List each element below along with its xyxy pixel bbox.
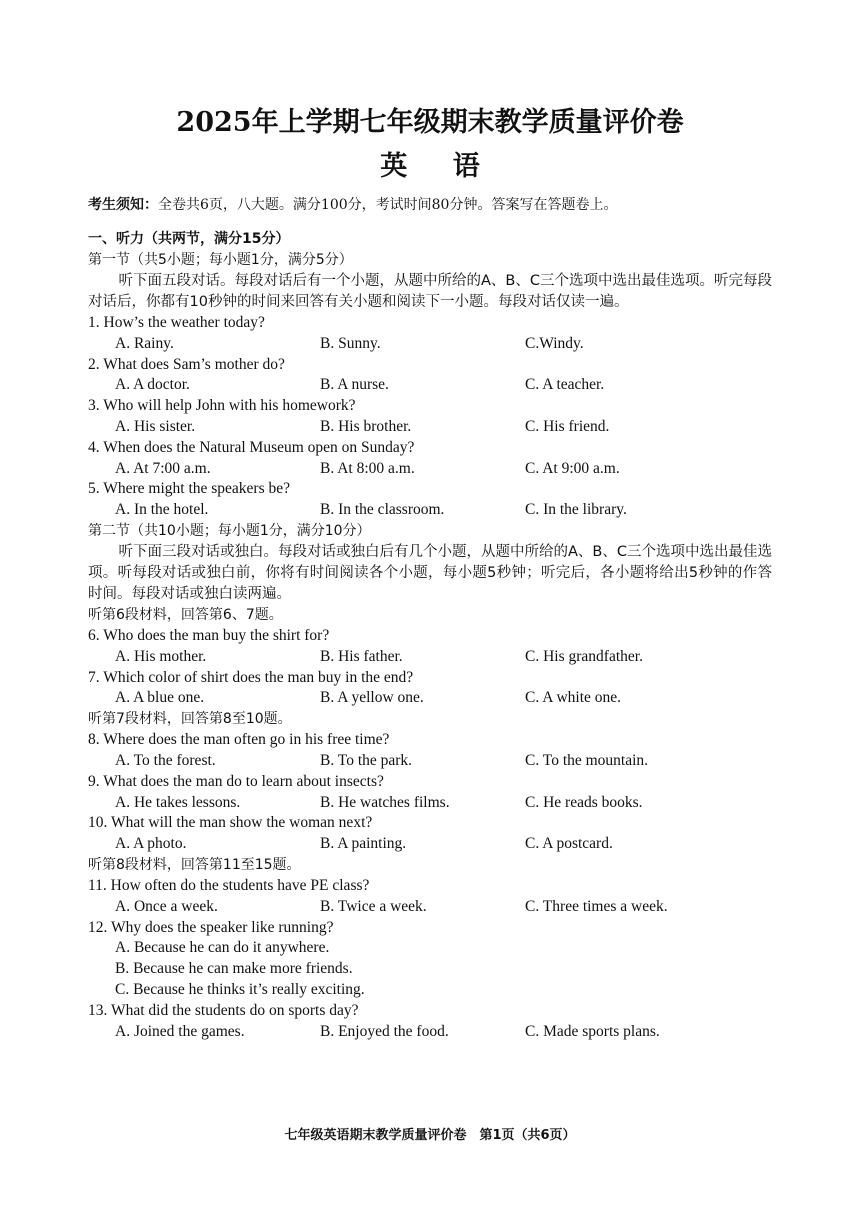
option-c: C. His friend. [525,417,610,435]
question-9 [88,772,772,814]
question-4 [88,438,772,480]
option-c: C. A white one. [525,689,622,707]
question-2 [88,355,772,397]
option-b: B. He watches films. [320,793,450,811]
option-a: A. He takes lessons. [115,793,241,811]
option-b: B. To the park. [320,751,413,769]
option-b: B. In the classroom. [320,501,445,519]
exam-notice [88,193,772,217]
question-13 [88,1001,772,1043]
section1-heading: 第一节（共5小题；每小题1分，满分5分） [88,252,353,268]
question-text: 11. How often do the students have PE class? [88,876,370,894]
option-a: A. His sister. [115,417,196,435]
options-row [88,334,772,355]
question-10 [88,813,772,855]
option-c: C. To the mountain. [525,751,649,769]
option-c: C. In the library. [525,501,627,519]
option-c: C. His grandfather. [525,647,643,665]
question-text: 6. Who does the man buy the shirt for? [88,626,330,644]
question-text: 13. What did the students do on sports day? [88,1001,359,1019]
option-a: A. A photo. [115,835,187,853]
options-row [88,751,772,772]
option-c: C. Because he thinks it’s really exciting. [115,980,365,998]
options-row [88,375,772,396]
section2-heading: 第二节（共10小题；每小题1分，满分10分） [88,522,371,539]
section2-instruction: 听下面三段对话或独白。每段对话或独白后有几个小题，从题中所给的A、B、C三个选项中选出最佳选项。听每段对话或独白前，你将有时间阅读各个小题，每小题5秒钟；听完后，各小题将给出5秒钟的作答时间。每段对话或独白读两遍。 [88,543,772,602]
question-text: 5. Where might the speakers be? [88,480,290,498]
options-row [88,647,772,668]
option-b: B. A yellow one. [320,689,424,707]
question-text: 8. Where does the man often go in his free time? [88,731,390,749]
option-a: A. A blue one. [115,689,205,707]
material-8-label: 听第8段材料，回答第11至15题。 [88,856,301,873]
option-c: C.Windy. [525,334,584,352]
exam-body [88,193,772,1042]
part1-heading: 一、听力（共两节，满分15分） [88,231,290,247]
notice-label: 考生须知： [88,197,158,213]
subject-title: 英 语 [380,151,498,182]
option-c: C. He reads books. [525,793,643,811]
question-11 [88,876,772,918]
option-a: A. Once a week. [115,897,218,915]
exam-title: 2025年上学期七年级期末教学质量评价卷 [176,107,684,138]
question-5 [88,479,772,521]
question-12 [88,918,772,1001]
option-b: B. At 8:00 a.m. [320,459,415,477]
options-row [88,688,772,709]
option-a: A. Because he can do it anywhere. [115,939,330,957]
option-a: A. A doctor. [115,376,190,394]
option-b: B. His father. [320,647,403,665]
option-b: B. Sunny. [320,334,381,352]
option-b: B. His brother. [320,417,412,435]
option-a: A. Rainy. [115,334,174,352]
option-b: B. A nurse. [320,376,389,394]
options-row [88,897,772,918]
option-a: A. Joined the games. [115,1022,245,1040]
material-7-label: 听第7段材料，回答第8至10题。 [88,711,292,728]
question-text: 4. When does the Natural Museum open on Sunday? [88,438,415,456]
question-text: 2. What does Sam’s mother do? [88,355,285,373]
option-c: C. A postcard. [525,835,613,853]
option-b: B. Twice a week. [320,897,427,915]
question-text: 1. How’s the weather today? [88,314,265,331]
question-7 [88,668,772,710]
material-6-label: 听第6段材料，回答第6、7题。 [88,606,283,623]
options-row [88,500,772,521]
notice-text: 全卷共6页，八大题。满分100分，考试时间80分钟。答案写在答题卷上。 [158,197,618,213]
option-a: A. His mother. [115,647,207,665]
option-a: A. To the forest. [115,751,216,769]
options-row [88,459,772,480]
option-c: C. Made sports plans. [525,1022,660,1040]
options-row [88,834,772,855]
question-text: 7. Which color of shirt does the man buy in the end? [88,668,414,686]
question-text: 10. What will the man show the woman next? [88,814,373,832]
question-6 [88,626,772,668]
option-a: A. In the hotel. [115,501,209,519]
option-b: B. Enjoyed the food. [320,1022,449,1040]
option-a: A. At 7:00 a.m. [115,459,211,477]
option-c: C. At 9:00 a.m. [525,459,620,477]
question-1 [88,313,772,355]
option-c: C. Three times a week. [525,897,668,915]
option-b: B. Because he can make more friends. [115,960,353,978]
question-8 [88,730,772,772]
page-footer: 七年级英语期末教学质量评价卷 第1页（共6页） [284,1128,576,1143]
options-row [88,1022,772,1043]
option-c: C. A teacher. [525,376,605,394]
question-text: 12. Why does the speaker like running? [88,918,334,936]
question-3 [88,396,772,438]
question-text: 9. What does the man do to learn about insects? [88,772,384,790]
option-b: B. A painting. [320,835,407,853]
options-row [88,417,772,438]
question-text: 3. Who will help John with his homework? [88,397,356,415]
section1-instruction: 听下面五段对话。每段对话后有一个小题，从题中所给的A、B、C三个选项中选出最佳选项。听完每段对话后，你都有10秒钟的时间来回答有关小题和阅读下一小题。每段对话仅读一遍。 [88,273,772,310]
options-row [88,793,772,814]
